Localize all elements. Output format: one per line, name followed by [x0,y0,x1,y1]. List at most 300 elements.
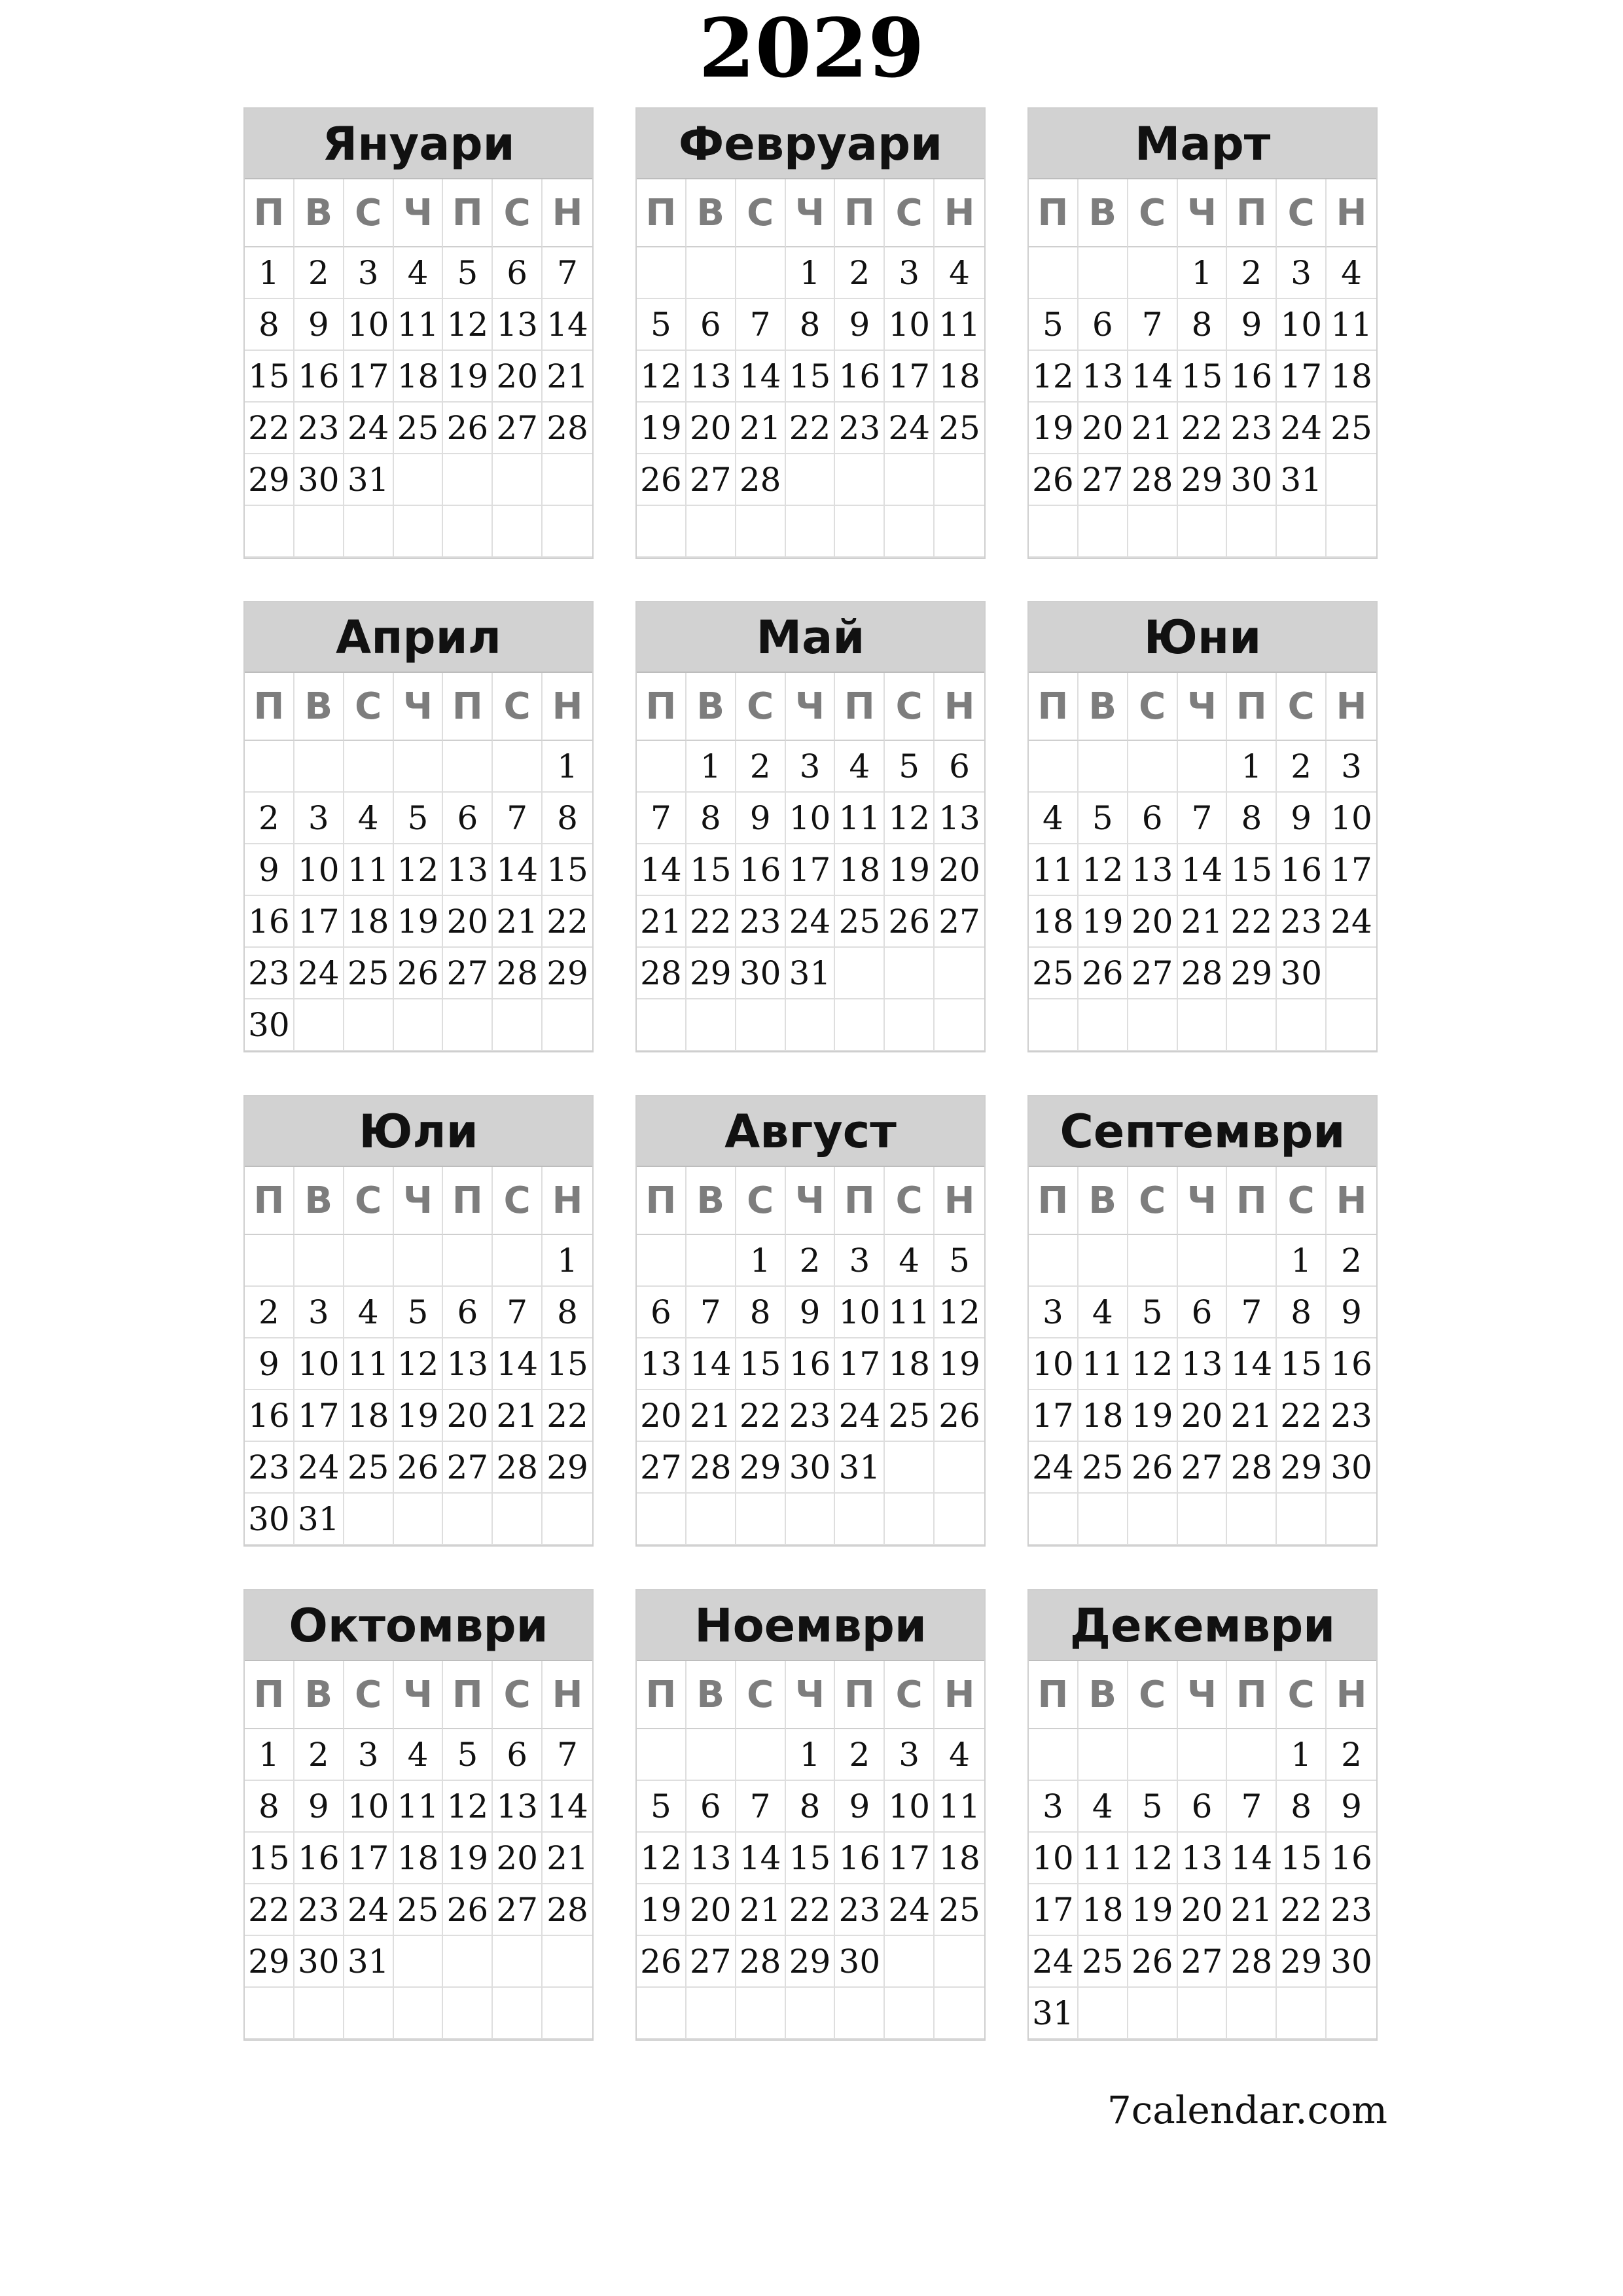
day-cell: 31 [344,1936,394,1988]
day-cell [493,454,543,506]
weekday-label: Ч [786,1661,836,1729]
day-cell: 10 [294,1338,344,1390]
day-cell [294,741,344,793]
day-cell: 11 [394,1781,444,1833]
day-cell: 21 [1128,403,1178,454]
day-cell [637,1494,687,1545]
weekday-label: Н [543,179,592,247]
day-cell: 14 [1178,844,1228,896]
day-cell: 19 [1079,896,1128,948]
day-cell: 9 [736,793,786,844]
day-cell [1128,506,1178,558]
month-calendar [1027,1095,1378,1547]
day-cell [687,247,736,299]
weekday-label: С [885,673,935,741]
weekday-label: В [687,673,736,741]
day-cell: 24 [1327,896,1376,948]
day-cell: 2 [786,1235,836,1287]
day-cell: 6 [687,1781,736,1833]
month-calendar [1027,601,1378,1052]
day-cell: 6 [1079,299,1128,351]
day-cell: 8 [786,1781,836,1833]
day-cell: 27 [687,1936,736,1988]
day-cell: 22 [543,896,592,948]
day-cell: 6 [935,741,984,793]
day-cell: 1 [736,1235,786,1287]
day-cell [1227,1988,1277,2039]
day-cell [835,1494,885,1545]
day-cell [245,741,294,793]
day-cell: 25 [394,1884,444,1936]
year-title: 2029 [698,1,925,96]
day-cell: 12 [885,793,935,844]
day-cell [687,506,736,558]
month-calendar [1027,107,1378,559]
day-cell [543,506,592,558]
day-cell [1227,1494,1277,1545]
weekday-label: Н [935,673,984,741]
day-cell: 11 [1327,299,1376,351]
day-cell: 13 [493,299,543,351]
day-cell [394,454,444,506]
day-cell [294,999,344,1051]
day-cell: 8 [1277,1287,1327,1338]
day-cell [687,1988,736,2039]
day-cell [1227,999,1277,1051]
day-cell: 27 [443,1442,493,1494]
day-cell: 21 [1178,896,1228,948]
day-cell: 10 [885,1781,935,1833]
day-cell: 6 [1128,793,1178,844]
day-cell: 10 [1277,299,1327,351]
day-cell [637,741,687,793]
weekday-label: С [1128,673,1178,741]
day-cell: 2 [1327,1729,1376,1781]
day-cell [786,999,836,1051]
day-cell: 26 [885,896,935,948]
day-cell: 29 [245,454,294,506]
day-cell: 7 [543,1729,592,1781]
day-cell: 8 [543,793,592,844]
day-cell: 24 [835,1390,885,1442]
day-cell [885,999,935,1051]
month-calendar [635,107,986,559]
weekday-label: Ч [394,179,444,247]
weekday-label: С [885,1661,935,1729]
weekday-label: П [835,179,885,247]
day-cell [736,1494,786,1545]
day-cell: 16 [245,896,294,948]
day-cell: 29 [1178,454,1228,506]
day-cell: 9 [1327,1287,1376,1338]
day-cell: 12 [443,299,493,351]
day-cell: 7 [543,247,592,299]
day-cell: 19 [1128,1390,1178,1442]
day-cell [1079,1235,1128,1287]
day-cell: 16 [786,1338,836,1390]
day-cell: 9 [245,1338,294,1390]
day-cell: 10 [344,1781,394,1833]
day-cell: 24 [786,896,836,948]
day-cell: 1 [1277,1235,1327,1287]
day-cell [543,454,592,506]
day-cell: 17 [344,1833,394,1884]
day-cell [1079,1729,1128,1781]
day-cell [1178,1729,1228,1781]
day-cell: 22 [245,1884,294,1936]
day-cell: 20 [637,1390,687,1442]
day-cell: 18 [394,351,444,403]
day-cell: 28 [736,454,786,506]
weekday-label: С [1128,1167,1178,1235]
day-cell: 17 [786,844,836,896]
day-cell [935,1988,984,2039]
day-cell: 7 [736,299,786,351]
day-cell: 24 [885,403,935,454]
day-cell: 29 [1277,1936,1327,1988]
day-cell: 15 [736,1338,786,1390]
day-cell: 27 [443,948,493,999]
day-cell [394,1988,444,2039]
day-cell: 9 [245,844,294,896]
month-name: Януари [245,109,592,179]
day-cell [1029,1235,1079,1287]
day-cell: 16 [1277,844,1327,896]
month-calendar [635,601,986,1052]
month-grid [1029,1167,1376,1545]
day-cell: 5 [394,1287,444,1338]
day-cell [443,1988,493,2039]
day-cell: 20 [443,1390,493,1442]
day-cell: 24 [344,1884,394,1936]
weekday-label: Ч [786,673,836,741]
day-cell: 12 [394,1338,444,1390]
day-cell: 6 [443,793,493,844]
day-cell: 4 [1029,793,1079,844]
day-cell: 17 [1029,1390,1079,1442]
day-cell [885,1988,935,2039]
day-cell [394,999,444,1051]
day-cell [1277,1988,1327,2039]
weekday-label: Ч [786,1167,836,1235]
day-cell: 20 [1128,896,1178,948]
day-cell [1079,247,1128,299]
day-cell [736,1729,786,1781]
day-cell: 22 [543,1390,592,1442]
day-cell: 26 [935,1390,984,1442]
day-cell: 5 [637,1781,687,1833]
day-cell [1178,1235,1228,1287]
day-cell: 3 [1327,741,1376,793]
day-cell: 5 [885,741,935,793]
day-cell: 30 [786,1442,836,1494]
day-cell: 23 [245,1442,294,1494]
day-cell: 15 [1277,1338,1327,1390]
day-cell: 15 [245,351,294,403]
day-cell: 5 [394,793,444,844]
day-cell: 2 [835,247,885,299]
day-cell: 23 [736,896,786,948]
month-calendar [243,107,594,559]
day-cell: 18 [1029,896,1079,948]
day-cell: 17 [344,351,394,403]
day-cell [1128,1729,1178,1781]
day-cell: 13 [443,1338,493,1390]
day-cell [344,999,394,1051]
day-cell: 19 [637,403,687,454]
day-cell: 22 [1277,1390,1327,1442]
weekday-label: П [835,673,885,741]
day-cell [394,506,444,558]
weekday-label: Н [1327,179,1376,247]
day-cell: 5 [1029,299,1079,351]
day-cell: 30 [1327,1936,1376,1988]
day-cell: 26 [637,454,687,506]
day-cell: 30 [294,1936,344,1988]
day-cell [885,1936,935,1988]
day-cell: 26 [394,1442,444,1494]
day-cell: 9 [835,1781,885,1833]
day-cell [394,1494,444,1545]
day-cell: 30 [294,454,344,506]
day-cell: 3 [1029,1781,1079,1833]
weekday-label: Ч [1178,1661,1228,1729]
day-cell: 4 [835,741,885,793]
day-cell: 2 [1327,1235,1376,1287]
day-cell: 14 [736,351,786,403]
day-cell: 10 [344,299,394,351]
month-name: Август [637,1096,984,1167]
day-cell: 28 [543,403,592,454]
day-cell: 23 [835,403,885,454]
day-cell: 7 [687,1287,736,1338]
day-cell: 29 [1277,1442,1327,1494]
day-cell: 24 [1029,1936,1079,1988]
day-cell: 15 [687,844,736,896]
day-cell [637,999,687,1051]
weekday-label: П [1029,673,1079,741]
day-cell [1079,1494,1128,1545]
day-cell: 16 [835,351,885,403]
day-cell: 27 [493,403,543,454]
day-cell: 31 [1277,454,1327,506]
day-cell [294,1235,344,1287]
day-cell [1079,1988,1128,2039]
day-cell [1079,741,1128,793]
weekday-label: С [344,673,394,741]
day-cell: 16 [294,351,344,403]
day-cell: 24 [344,403,394,454]
day-cell [1128,1494,1178,1545]
day-cell: 15 [786,351,836,403]
weekday-label: С [736,673,786,741]
day-cell: 1 [245,1729,294,1781]
day-cell: 30 [736,948,786,999]
weekday-label: С [493,179,543,247]
day-cell [1327,454,1376,506]
day-cell: 23 [835,1884,885,1936]
day-cell [344,1235,394,1287]
weekday-label: П [443,179,493,247]
day-cell: 25 [1029,948,1079,999]
month-grid [637,1167,984,1545]
weekday-label: Ч [1178,1167,1228,1235]
day-cell: 7 [1227,1287,1277,1338]
month-name: Юни [1029,602,1376,673]
day-cell: 27 [935,896,984,948]
day-cell: 7 [493,1287,543,1338]
weekday-label: В [1079,1167,1128,1235]
day-cell: 13 [493,1781,543,1833]
day-cell: 7 [493,793,543,844]
day-cell [543,1936,592,1988]
day-cell [1178,506,1228,558]
day-cell [835,1988,885,2039]
day-cell [1178,1988,1228,2039]
day-cell: 10 [1029,1338,1079,1390]
day-cell: 3 [786,741,836,793]
day-cell: 5 [935,1235,984,1287]
day-cell: 26 [637,1936,687,1988]
month-name: Октомври [245,1590,592,1661]
month-calendar [243,1589,594,2041]
day-cell [885,454,935,506]
day-cell: 30 [245,1494,294,1545]
day-cell [637,1235,687,1287]
weekday-label: С [1277,673,1327,741]
day-cell: 16 [736,844,786,896]
day-cell: 28 [1178,948,1228,999]
weekday-label: С [1277,1167,1327,1235]
day-cell: 11 [935,299,984,351]
day-cell: 29 [543,1442,592,1494]
day-cell [1079,999,1128,1051]
day-cell [1128,999,1178,1051]
day-cell [1327,506,1376,558]
day-cell: 31 [294,1494,344,1545]
day-cell [687,1235,736,1287]
day-cell: 21 [637,896,687,948]
day-cell: 28 [493,1442,543,1494]
weekday-label: П [1227,1167,1277,1235]
day-cell: 10 [1029,1833,1079,1884]
day-cell: 8 [245,299,294,351]
day-cell: 2 [294,1729,344,1781]
day-cell: 1 [1277,1729,1327,1781]
day-cell: 12 [1128,1833,1178,1884]
day-cell: 3 [294,1287,344,1338]
day-cell: 21 [543,351,592,403]
day-cell [1029,1729,1079,1781]
day-cell [885,1494,935,1545]
weekday-label: С [344,179,394,247]
day-cell: 4 [344,1287,394,1338]
day-cell [835,999,885,1051]
day-cell: 1 [543,741,592,793]
weekday-label: П [1227,179,1277,247]
day-cell: 10 [885,299,935,351]
day-cell [736,506,786,558]
weekday-label: С [1277,179,1327,247]
day-cell [443,506,493,558]
day-cell: 21 [687,1390,736,1442]
weekday-label: Ч [1178,673,1228,741]
month-name: Февруари [637,109,984,179]
day-cell [1327,999,1376,1051]
day-cell [637,1988,687,2039]
weekday-label: Н [935,1167,984,1235]
day-cell [736,1988,786,2039]
site-footer-link[interactable]: 7calendar.com [1107,2088,1387,2132]
day-cell: 25 [1079,1442,1128,1494]
weekday-label: В [294,179,344,247]
day-cell [493,999,543,1051]
weekday-label: П [443,1167,493,1235]
weekday-label: П [1029,179,1079,247]
weekday-label: П [637,673,687,741]
day-cell [1029,247,1079,299]
day-cell: 20 [1178,1884,1228,1936]
day-cell: 13 [1178,1833,1228,1884]
day-cell: 13 [687,1833,736,1884]
day-cell: 16 [1327,1833,1376,1884]
day-cell: 18 [1327,351,1376,403]
day-cell: 10 [786,793,836,844]
day-cell: 7 [1128,299,1178,351]
day-cell [394,1936,444,1988]
day-cell: 5 [1128,1781,1178,1833]
day-cell [344,1494,394,1545]
day-cell: 18 [1079,1390,1128,1442]
weekday-label: С [1128,179,1178,247]
day-cell: 3 [885,1729,935,1781]
day-cell [493,741,543,793]
weekday-label: В [687,1167,736,1235]
day-cell [543,1988,592,2039]
day-cell: 26 [1079,948,1128,999]
weekday-label: Ч [394,673,444,741]
day-cell: 8 [687,793,736,844]
day-cell [1178,741,1228,793]
day-cell: 14 [543,299,592,351]
day-cell [935,454,984,506]
day-cell: 14 [1227,1833,1277,1884]
weekday-label: П [245,1167,294,1235]
day-cell: 4 [1079,1781,1128,1833]
day-cell: 2 [736,741,786,793]
day-cell: 2 [1227,247,1277,299]
weekday-label: Ч [786,179,836,247]
day-cell: 11 [344,1338,394,1390]
day-cell [835,454,885,506]
day-cell: 7 [1178,793,1228,844]
weekday-label: В [687,1661,736,1729]
day-cell: 27 [1178,1442,1228,1494]
weekday-label: С [344,1661,394,1729]
month-calendar [243,1095,594,1547]
day-cell: 22 [736,1390,786,1442]
month-grid [245,1167,592,1545]
day-cell: 27 [687,454,736,506]
day-cell [786,454,836,506]
weekday-label: П [443,673,493,741]
day-cell: 25 [885,1390,935,1442]
day-cell: 22 [786,1884,836,1936]
day-cell: 18 [344,896,394,948]
month-grid [637,1661,984,2039]
day-cell [443,999,493,1051]
weekday-label: П [835,1167,885,1235]
